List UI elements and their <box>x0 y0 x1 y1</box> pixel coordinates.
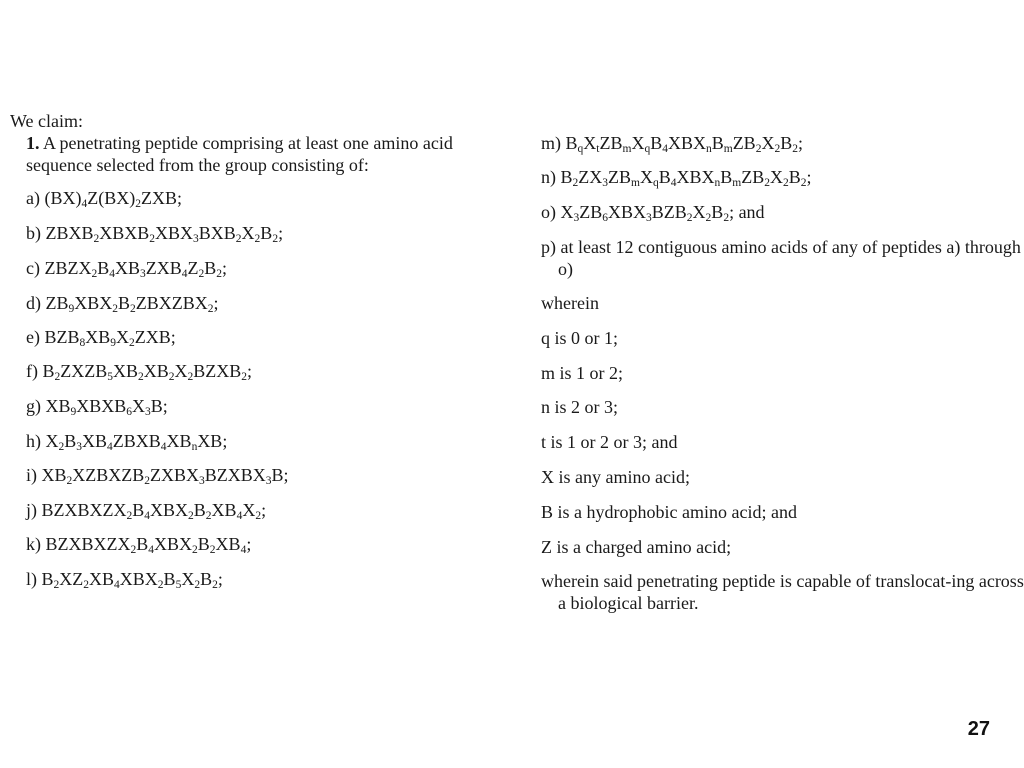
subscript: 9 <box>70 406 77 418</box>
sequence-text: m) B <box>541 133 578 153</box>
sequence-text: XBXB <box>99 223 150 243</box>
subscript: 2 <box>157 579 164 591</box>
sequence-text: B <box>204 258 217 278</box>
subscript: 4 <box>144 510 151 522</box>
subscript: 2 <box>792 143 798 155</box>
subscript: 4 <box>114 579 120 591</box>
sequence-item <box>10 187 182 209</box>
sequence-text: X <box>132 396 146 416</box>
sequence-text: B <box>650 133 663 153</box>
sequence-text: ZB <box>599 133 623 153</box>
sequence-text: ZB <box>732 133 756 153</box>
subscript: 2 <box>572 177 579 189</box>
sequence-text: B <box>711 133 724 153</box>
subscript: 2 <box>129 337 135 349</box>
sequence-text: XZ <box>59 569 84 589</box>
subscript: 9 <box>68 303 75 315</box>
sequence-text: XB <box>89 569 115 589</box>
subscript: 2 <box>723 212 730 224</box>
subscript: 8 <box>79 337 86 349</box>
subscript: 2 <box>800 177 807 189</box>
sequence-text: XB <box>115 258 141 278</box>
condition-item: X is any amino acid; <box>541 467 690 487</box>
sequence-text: XB <box>85 327 111 347</box>
condition-item: Z is a charged amino acid; <box>541 537 732 557</box>
subscript: 2 <box>255 510 262 522</box>
sequence-text: XBX <box>119 569 158 589</box>
subscript: 2 <box>254 233 261 245</box>
sequence-text: XB <box>211 500 237 520</box>
subscript: 4 <box>240 544 247 556</box>
subscript: 2 <box>187 371 194 383</box>
condition-item: t is 1 or 2 or 3; and <box>541 432 678 452</box>
sequence-text: B; <box>150 396 168 416</box>
sequence-text: XBXB <box>76 396 127 416</box>
subscript: 3 <box>76 441 83 453</box>
subscript: 3 <box>199 475 205 487</box>
sequence-text: n) B <box>541 167 573 187</box>
subscript: n <box>714 177 721 189</box>
subscript: 2 <box>130 544 137 556</box>
subscript: 6 <box>126 406 133 418</box>
sequence-text: XB <box>113 361 139 381</box>
sequence-text: e) BZB <box>26 327 80 347</box>
subscript: 4 <box>148 544 155 556</box>
subscript: 4 <box>107 441 113 453</box>
subscript: m <box>631 177 640 189</box>
sequence-text: B <box>193 500 206 520</box>
subscript: 2 <box>91 268 98 280</box>
subscript: 2 <box>112 303 119 315</box>
subscript: 2 <box>207 303 214 315</box>
sequence-text: ; <box>246 534 252 554</box>
subscript: 2 <box>216 268 223 280</box>
sequence-text: B <box>118 293 131 313</box>
sequence-text: i) XB <box>26 465 67 485</box>
sequence-text: B <box>136 534 149 554</box>
subscript: 2 <box>209 544 216 556</box>
subscript: 2 <box>130 303 136 315</box>
claim-intro-text: A penetrating peptide comprising at least one amino acid sequence selected from the group consisting of: <box>26 133 453 175</box>
sequence-text: ; <box>222 258 228 278</box>
subscript: 2 <box>188 510 194 522</box>
wherein-label: wherein <box>541 293 599 313</box>
sequence-text: X <box>631 133 645 153</box>
subscript: 4 <box>109 268 115 280</box>
subscript: 2 <box>144 475 150 487</box>
sequence-text: f) B <box>26 361 55 381</box>
condition-item: q is 0 or 1; <box>541 328 619 348</box>
sequence-text: ZX <box>578 167 603 187</box>
subscript: t <box>596 143 600 155</box>
subscript: 4 <box>670 177 677 189</box>
sequence-text: ZBXZBX <box>135 293 208 313</box>
sequence-item <box>10 499 266 521</box>
claim-intro <box>10 132 512 176</box>
sequence-text: X <box>181 569 195 589</box>
subscript: n <box>191 441 198 453</box>
sequence-text: d) ZB <box>26 293 69 313</box>
sequence-text: B <box>260 223 273 243</box>
subscript: 2 <box>686 212 693 224</box>
subscript: 3 <box>265 475 272 487</box>
subscript: 2 <box>138 371 144 383</box>
sequence-text: ZB <box>579 202 603 222</box>
sequence-text: ZXBX <box>150 465 199 485</box>
subscript: m <box>622 143 632 155</box>
closing-statement: wherein said penetrating peptide is capable of translocat-ing across a biological barrier. <box>541 571 1024 613</box>
subscript: 2 <box>235 233 242 245</box>
sequence-text: B <box>200 569 213 589</box>
sequence-text: B <box>163 569 176 589</box>
sequence-text: BZXBX <box>204 465 266 485</box>
subscript: 2 <box>198 268 205 280</box>
sequence-text: g) XB <box>26 396 71 416</box>
sequence-text: ; <box>261 500 267 520</box>
sequence-text: XZBXZB <box>72 465 145 485</box>
subscript: 2 <box>774 143 781 155</box>
sequence-text: a) (BX) <box>26 188 82 208</box>
sequence-text: ZBXB <box>112 431 161 451</box>
sequence-item <box>10 533 251 555</box>
sequence-text: h) X <box>26 431 59 451</box>
subscript: 5 <box>175 579 182 591</box>
sequence-text: ZXZB <box>60 361 108 381</box>
sequence-text: B; <box>271 465 289 485</box>
sequence-text: ; <box>247 361 253 381</box>
sequence-text: ZB <box>741 167 765 187</box>
sequence-item <box>10 568 223 590</box>
subscript: 4 <box>236 510 243 522</box>
subscript: 2 <box>192 544 198 556</box>
subscript: 9 <box>110 337 117 349</box>
sequence-text: c) ZBZX <box>26 258 92 278</box>
subscript: 3 <box>646 212 652 224</box>
sequence-text: X <box>692 202 706 222</box>
subscript: 2 <box>194 579 201 591</box>
subscript: 2 <box>782 177 789 189</box>
claim-number: 1. <box>26 133 40 153</box>
sequence-text: X <box>761 133 775 153</box>
sequence-item <box>10 257 227 279</box>
condition-item: n is 2 or 3; <box>541 397 619 417</box>
sequence-text: ; <box>217 569 223 589</box>
subscript: 3 <box>193 233 199 245</box>
sequence-text: l) B <box>26 569 54 589</box>
subscript: 2 <box>168 371 175 383</box>
sequence-text: X <box>242 500 256 520</box>
subscript: 2 <box>83 579 90 591</box>
sequence-text: XB <box>215 534 241 554</box>
page-number: 27 <box>967 718 990 740</box>
sequence-text: XB <box>166 431 192 451</box>
condition-item: B is a hydrophobic amino acid; and <box>541 502 797 522</box>
subscript: q <box>644 143 651 155</box>
sequence-text: ; <box>213 293 219 313</box>
sequence-text: ; <box>278 223 284 243</box>
sequence-text: XBX <box>154 534 193 554</box>
subscript: 2 <box>58 441 65 453</box>
sequence-text: ZB <box>608 167 632 187</box>
sequence-text: XB; <box>197 431 228 451</box>
sequence-text: XB <box>143 361 169 381</box>
sequence-item <box>541 166 812 188</box>
sequence-text: XBX <box>608 202 647 222</box>
sequence-item-p: p) at least 12 contiguous amino acids of any of peptides a) through o) <box>541 237 1021 279</box>
sequence-text: X <box>639 167 653 187</box>
subscript: 4 <box>81 198 88 210</box>
sequence-item <box>10 464 289 486</box>
subscript: 2 <box>126 510 133 522</box>
subscript: 2 <box>755 143 762 155</box>
sequence-text: X <box>241 223 255 243</box>
sequence-text: BXB <box>198 223 236 243</box>
sequence-text: Z(BX) <box>87 188 136 208</box>
sequence-text: XBX <box>150 500 189 520</box>
sequence-text: Z <box>187 258 199 278</box>
subscript: 2 <box>705 212 712 224</box>
sequence-text: b) ZBXB <box>26 223 94 243</box>
subscript: 2 <box>54 371 61 383</box>
sequence-text: ; <box>806 167 812 187</box>
sequence-text: B <box>788 167 801 187</box>
sequence-text: B <box>711 202 724 222</box>
sequence-text: j) BZXBXZX <box>26 500 127 520</box>
sequence-text: X <box>116 327 130 347</box>
subscript: q <box>577 143 584 155</box>
subscript: 2 <box>66 475 73 487</box>
subscript: 2 <box>764 177 770 189</box>
sequence-text: ; <box>797 133 803 153</box>
sequence-text: XBX <box>155 223 194 243</box>
subscript: 5 <box>107 371 113 383</box>
subscript: 3 <box>145 406 151 418</box>
subscript: 2 <box>212 579 218 591</box>
subscript: n <box>705 143 712 155</box>
sequence-text: X <box>583 133 597 153</box>
subscript: 2 <box>205 510 212 522</box>
sequence-text: B <box>780 133 793 153</box>
subscript: 4 <box>160 441 167 453</box>
sequence-text: o) X <box>541 202 574 222</box>
subscript: 3 <box>602 177 608 189</box>
sequence-text: BZXB <box>193 361 242 381</box>
sequence-item <box>10 292 219 314</box>
sequence-item <box>10 395 168 417</box>
sequence-text: X <box>174 361 188 381</box>
sequence-text: B <box>132 500 145 520</box>
sequence-text: B <box>197 534 210 554</box>
subscript: 4 <box>662 143 668 155</box>
subscript: 2 <box>93 233 100 245</box>
sequence-text: XBX <box>74 293 113 313</box>
sequence-item <box>10 222 283 244</box>
sequence-item <box>10 360 252 382</box>
sequence-item <box>541 132 803 154</box>
sequence-text: ZXB; <box>134 327 176 347</box>
sequence-item <box>10 430 227 452</box>
subscript: 2 <box>135 198 141 210</box>
sequence-text: ; and <box>729 202 765 222</box>
sequence-text: B <box>720 167 733 187</box>
subscript: 2 <box>272 233 279 245</box>
subscript: 6 <box>602 212 609 224</box>
sequence-text: XB <box>82 431 108 451</box>
condition-item: m is 1 or 2; <box>541 363 624 383</box>
sequence-text: BZB <box>651 202 687 222</box>
subscript: 3 <box>573 212 580 224</box>
subscript: m <box>732 177 742 189</box>
claims-heading: We claim: <box>10 111 84 131</box>
sequence-text: X <box>769 167 783 187</box>
subscript: 2 <box>149 233 156 245</box>
sequence-text: ZXB <box>145 258 182 278</box>
sequence-text: XBX <box>667 133 706 153</box>
sequence-text: B <box>97 258 110 278</box>
subscript: m <box>723 143 733 155</box>
sequence-text: k) BZXBXZX <box>26 534 131 554</box>
sequence-text: B <box>658 167 671 187</box>
sequence-item <box>10 326 176 348</box>
subscript: 3 <box>140 268 146 280</box>
subscript: 2 <box>241 371 248 383</box>
subscript: 2 <box>53 579 60 591</box>
sequence-text: XBX <box>676 167 715 187</box>
sequence-text: B <box>64 431 77 451</box>
subscript: 4 <box>181 268 188 280</box>
sequence-item <box>541 201 765 223</box>
subscript: q <box>652 177 659 189</box>
sequence-text: ZXB; <box>140 188 182 208</box>
